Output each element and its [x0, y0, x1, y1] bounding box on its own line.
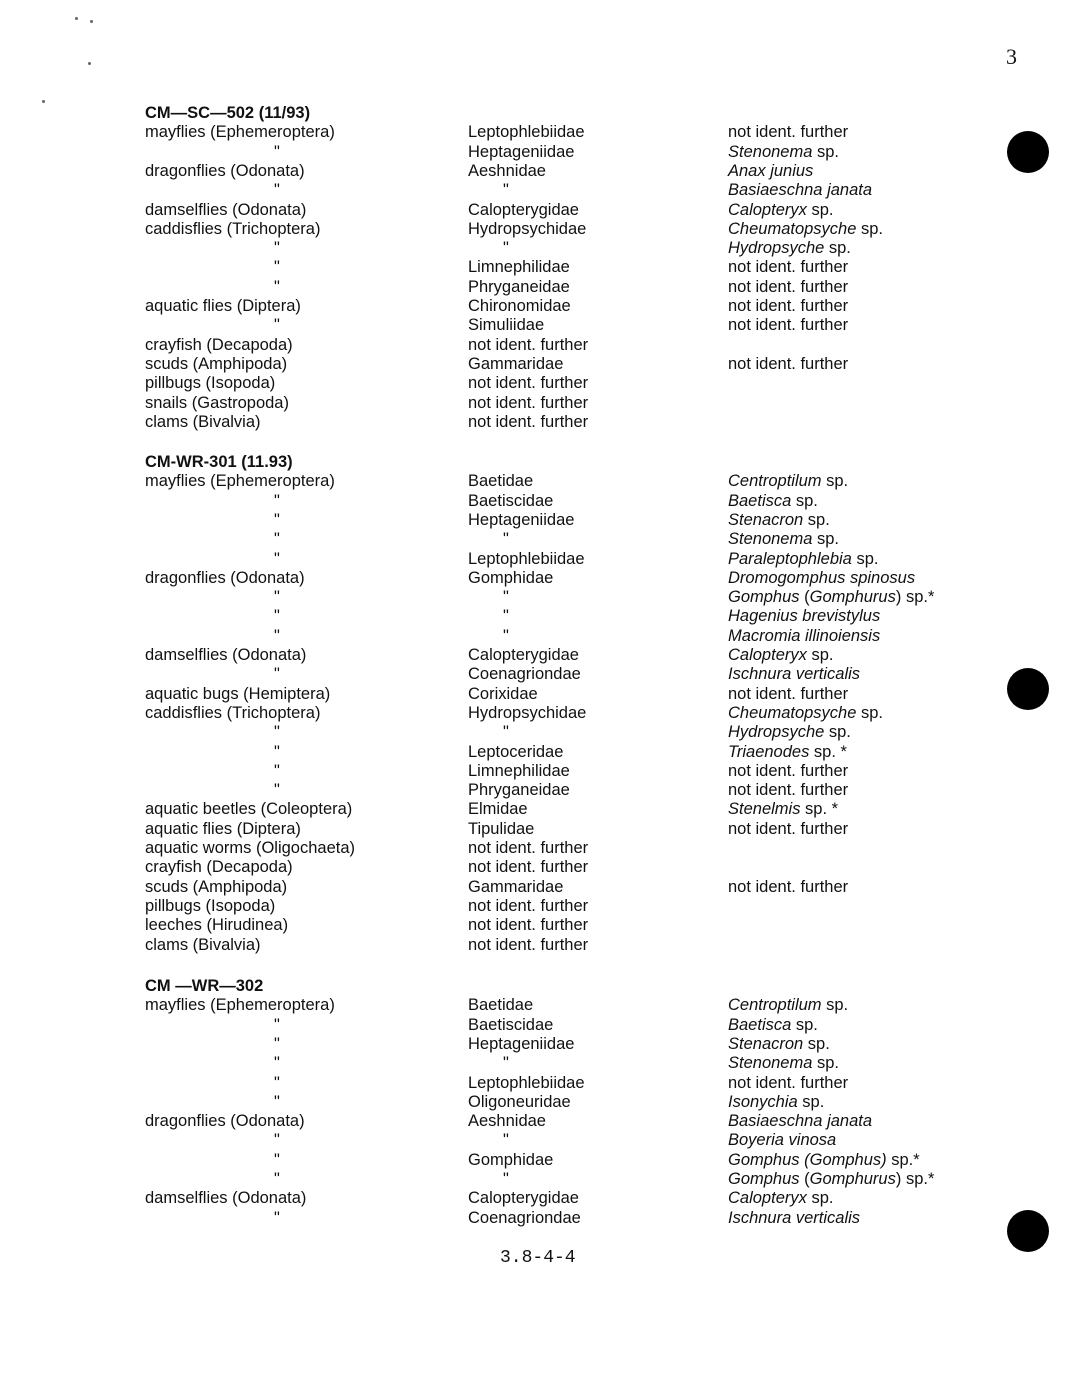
taxon-text: not ident. further: [728, 297, 849, 315]
table-row: [0, 355, 1068, 374]
species-suffix: ) sp.*: [895, 588, 935, 607]
family-cell: Heptageniidae: [468, 1034, 575, 1053]
table-row: [0, 1170, 1068, 1189]
family-cell: Aeshnidae: [468, 161, 546, 180]
family-cell: Phryganeidae: [468, 277, 570, 296]
taxon-cell: [728, 685, 848, 704]
species-suffix: sp.: [797, 1092, 825, 1111]
species-name: Dromogomphus spinosus: [728, 568, 916, 587]
taxon-cell: [728, 355, 848, 374]
table-row: [0, 878, 1068, 897]
table-row: [0, 704, 1068, 723]
family-cell: Gammaridae: [468, 877, 564, 896]
order-cell: ": [274, 510, 280, 529]
order-cell: pillbugs (Isopoda): [145, 896, 276, 915]
taxon-cell: [728, 511, 830, 530]
table-row: [0, 297, 1068, 316]
taxon-cell: [728, 530, 839, 549]
order-cell: ": [274, 1034, 280, 1053]
table-row: [0, 916, 1068, 935]
table-row: [0, 1093, 1068, 1112]
family-cell: Baetidae: [468, 472, 534, 491]
species-suffix: sp.: [812, 142, 840, 161]
species-suffix: sp.: [851, 549, 879, 568]
taxon-text: not ident. further: [728, 1073, 849, 1092]
taxon-text: not ident. further: [728, 354, 849, 373]
family-cell: Calopterygidae: [468, 646, 579, 664]
order-cell: caddisflies (Trichoptera): [145, 219, 321, 238]
taxon-cell: [728, 1209, 860, 1228]
order-cell: ": [274, 549, 280, 568]
table-row: [0, 278, 1068, 297]
taxon-text: not ident. further: [728, 316, 849, 335]
taxon-cell: [728, 1170, 934, 1189]
family-cell: Gomphidae: [468, 568, 554, 587]
taxon-text: not ident. further: [728, 819, 849, 838]
order-cell: damselflies (Odonata): [145, 1189, 307, 1208]
order-cell: pillbugs (Isopoda): [145, 374, 276, 393]
species-suffix: sp.: [806, 646, 834, 664]
family-cell: not ident. further: [468, 393, 589, 412]
family-cell: Hydropsychidae: [468, 219, 587, 238]
order-cell: ": [274, 239, 280, 258]
taxon-text: not ident. further: [728, 123, 849, 142]
family-cell: Limnephilidae: [468, 258, 570, 277]
taxon-cell: [728, 316, 848, 335]
order-cell: ": [274, 723, 280, 742]
order-cell: dragonflies (Odonata): [145, 568, 305, 587]
table-row: [0, 723, 1068, 742]
family-cell: Calopterygidae: [468, 1189, 579, 1208]
species-name: Baetisca: [728, 491, 792, 510]
table-row: [0, 1112, 1068, 1131]
table-row: [0, 762, 1068, 781]
table-row: [0, 743, 1068, 762]
family-cell: Coenagriondae: [468, 665, 581, 684]
taxon-cell: [728, 1035, 830, 1054]
family-cell: Baetiscidae: [468, 1015, 554, 1034]
family-cell: ": [503, 1054, 509, 1073]
order-cell: aquatic flies (Diptera): [145, 297, 301, 315]
family-cell: Coenagriondae: [468, 1208, 581, 1227]
family-cell: Baetiscidae: [468, 491, 554, 510]
table-row: [0, 820, 1068, 839]
section-title: CM-WR-301 (11.93): [145, 453, 293, 471]
species-suffix: sp.: [806, 200, 834, 219]
table-row: [0, 1054, 1068, 1073]
page-number: 3: [1006, 44, 1017, 69]
order-cell: scuds (Amphipoda): [145, 877, 288, 896]
family-cell: not ident. further: [468, 896, 589, 915]
taxon-cell: [728, 220, 883, 239]
species-name: Gomphurus: [809, 1170, 896, 1188]
table-row: [0, 1016, 1068, 1035]
scan-speck: [88, 62, 91, 65]
family-cell: Leptophlebiidae: [468, 1073, 585, 1092]
family-cell: Baetidae: [468, 996, 534, 1015]
species-suffix: sp.: [812, 530, 840, 549]
taxon-cell: [728, 1054, 839, 1073]
taxon-cell: [728, 492, 818, 511]
taxon-cell: [728, 588, 934, 607]
species-suffix: sp.: [821, 996, 849, 1015]
order-cell: ": [274, 665, 280, 684]
family-cell: not ident. further: [468, 839, 589, 857]
taxon-cell: [728, 1016, 818, 1035]
family-cell: Gammaridae: [468, 354, 564, 373]
table-row: [0, 201, 1068, 220]
taxon-text: not ident. further: [728, 684, 849, 703]
table-row: [0, 858, 1068, 877]
species-suffix: sp.*: [886, 1150, 920, 1169]
order-cell: ": [274, 258, 280, 277]
species-name: Stenonema: [728, 142, 813, 161]
species-name: Ischnura verticalis: [728, 665, 861, 684]
order-cell: ": [274, 142, 280, 161]
family-cell: ": [503, 239, 509, 258]
order-cell: damselflies (Odonata): [145, 200, 307, 219]
taxon-cell: [728, 665, 860, 684]
species-name: Baetisca: [728, 1015, 792, 1034]
table-row: [0, 839, 1068, 858]
species-name: Gomphus (Gomphus): [728, 1150, 887, 1169]
taxon-cell: [728, 762, 848, 781]
table-row: [0, 1131, 1068, 1150]
order-cell: ": [274, 316, 280, 335]
species-suffix: sp. *: [800, 800, 839, 819]
table-row: [0, 607, 1068, 626]
table-row: [0, 181, 1068, 200]
order-cell: ": [274, 1170, 280, 1188]
species-name: Paraleptophlebia: [728, 549, 852, 568]
taxon-cell: [728, 472, 848, 491]
taxon-cell: [728, 646, 833, 665]
family-cell: Elmidae: [468, 800, 528, 819]
family-cell: ": [503, 607, 509, 626]
order-cell: ": [274, 1015, 280, 1034]
order-cell: damselflies (Odonata): [145, 646, 307, 664]
order-cell: aquatic bugs (Hemiptera): [145, 684, 331, 703]
species-name: Anax junius: [728, 161, 814, 180]
table-row: [0, 1035, 1068, 1054]
taxon-text: not ident. further: [728, 781, 849, 800]
order-cell: ": [274, 1092, 280, 1111]
species-suffix: sp.: [824, 723, 851, 742]
species-name: Stenonema: [728, 530, 813, 549]
family-cell: Limnephilidae: [468, 761, 570, 780]
species-name: Cheumatopsyche: [728, 703, 857, 722]
table-row: [0, 800, 1068, 819]
order-cell: ": [274, 626, 280, 645]
taxon-cell: [728, 278, 848, 297]
taxon-cell: [728, 162, 813, 181]
order-cell: ": [274, 1208, 280, 1227]
order-cell: caddisflies (Trichoptera): [145, 703, 321, 722]
order-cell: ": [274, 607, 280, 626]
table-row: [0, 936, 1068, 955]
species-name: Gomphus: [728, 1170, 800, 1188]
table-row: [0, 220, 1068, 239]
family-cell: Leptophlebiidae: [468, 123, 585, 142]
table-row: [0, 781, 1068, 800]
species-name: Calopteryx: [728, 646, 807, 664]
taxon-cell: [728, 1112, 872, 1131]
taxon-cell: [728, 723, 851, 742]
table-row: [0, 685, 1068, 704]
species-name: Stenelmis: [728, 800, 801, 819]
table-row: [0, 258, 1068, 277]
family-cell: not ident. further: [468, 858, 589, 877]
family-cell: Chironomidae: [468, 297, 571, 315]
order-cell: mayflies (Ephemeroptera): [145, 123, 335, 142]
species-suffix: sp. *: [809, 742, 847, 761]
order-cell: aquatic worms (Oligochaeta): [145, 839, 356, 857]
taxon-cell: [728, 878, 848, 897]
order-cell: ": [274, 742, 280, 761]
order-cell: clams (Bivalvia): [145, 935, 261, 954]
species-name: Stenacron: [728, 510, 804, 529]
species-suffix: (: [799, 1170, 810, 1188]
species-name: Triaenodes: [728, 742, 810, 761]
table-row: [0, 239, 1068, 258]
family-cell: not ident. further: [468, 412, 589, 431]
taxon-cell: [728, 1074, 848, 1093]
taxon-cell: [728, 1093, 824, 1112]
order-cell: ": [274, 588, 280, 607]
table-row: [0, 143, 1068, 162]
species-name: Hydropsyche: [728, 723, 825, 742]
order-cell: ": [274, 1131, 280, 1150]
family-cell: Hydropsychidae: [468, 703, 587, 722]
family-cell: not ident. further: [468, 916, 589, 935]
family-cell: ": [503, 1170, 509, 1188]
family-cell: Corixidae: [468, 684, 538, 703]
species-suffix: sp.: [812, 1054, 840, 1073]
taxon-cell: [728, 123, 848, 142]
family-cell: not ident. further: [468, 935, 589, 954]
document-footer-code: 3.8-4-4: [500, 1248, 576, 1268]
section-title: CM —WR—302: [145, 977, 264, 995]
table-row: [0, 336, 1068, 355]
taxon-cell: [728, 743, 847, 762]
family-cell: Heptageniidae: [468, 142, 575, 161]
taxon-cell: [728, 569, 915, 588]
table-row: [0, 413, 1068, 432]
taxon-cell: [728, 201, 833, 220]
table-row: [0, 511, 1068, 530]
table-row: [0, 569, 1068, 588]
species-suffix: sp.: [791, 491, 818, 510]
order-cell: ": [274, 491, 280, 510]
table-row: [0, 374, 1068, 393]
order-cell: ": [274, 277, 280, 296]
species-name: Boyeria vinosa: [728, 1131, 837, 1150]
table-row: [0, 897, 1068, 916]
taxon-cell: [728, 258, 848, 277]
species-suffix: sp.: [803, 510, 830, 529]
order-cell: leeches (Hirudinea): [145, 916, 289, 935]
family-cell: Gomphidae: [468, 1150, 554, 1169]
order-cell: ": [274, 1054, 280, 1073]
table-row: [0, 1209, 1068, 1228]
family-cell: ": [503, 626, 509, 645]
taxon-cell: [728, 1151, 920, 1170]
table-row: [0, 1189, 1068, 1208]
order-cell: dragonflies (Odonata): [145, 161, 305, 180]
order-cell: aquatic beetles (Coleoptera): [145, 800, 353, 819]
taxon-cell: [728, 297, 848, 316]
taxon-text: not ident. further: [728, 761, 849, 780]
family-cell: Calopterygidae: [468, 200, 579, 219]
family-cell: Phryganeidae: [468, 781, 570, 800]
species-suffix: (: [799, 588, 810, 607]
species-name: Ischnura verticalis: [728, 1208, 861, 1227]
species-suffix: sp.: [791, 1015, 818, 1034]
order-cell: ": [274, 530, 280, 549]
species-suffix: sp.: [856, 219, 884, 238]
table-row: [0, 316, 1068, 335]
species-name: Hagenius brevistylus: [728, 607, 881, 626]
order-cell: ": [274, 761, 280, 780]
scan-speck: [90, 20, 93, 23]
species-suffix: sp.: [806, 1189, 834, 1208]
species-name: Isonychia: [728, 1092, 798, 1111]
order-cell: dragonflies (Odonata): [145, 1112, 305, 1131]
taxon-cell: [728, 1131, 836, 1150]
family-cell: Simuliidae: [468, 316, 545, 335]
order-cell: crayfish (Decapoda): [145, 335, 293, 354]
table-row: [0, 123, 1068, 142]
family-cell: not ident. further: [468, 374, 589, 393]
species-name: Basiaeschna janata: [728, 1112, 873, 1131]
species-name: Stenacron: [728, 1034, 804, 1053]
table-row: [0, 1151, 1068, 1170]
family-cell: ": [503, 723, 509, 742]
family-cell: ": [503, 530, 509, 549]
table-row: [0, 492, 1068, 511]
family-cell: Leptoceridae: [468, 742, 564, 761]
taxon-cell: [728, 820, 848, 839]
table-row: [0, 996, 1068, 1015]
taxon-cell: [728, 627, 880, 646]
table-row: [0, 1074, 1068, 1093]
taxon-cell: [728, 1189, 833, 1208]
taxon-text: not ident. further: [728, 277, 849, 296]
order-cell: scuds (Amphipoda): [145, 354, 288, 373]
species-suffix: ) sp.*: [895, 1170, 935, 1188]
species-name: Hydropsyche: [728, 239, 825, 258]
order-cell: aquatic flies (Diptera): [145, 819, 301, 838]
species-name: Gomphus: [728, 588, 800, 607]
species-name: Calopteryx: [728, 1189, 807, 1208]
order-cell: clams (Bivalvia): [145, 412, 261, 431]
scan-speck: [42, 100, 45, 103]
family-cell: not ident. further: [468, 335, 589, 354]
order-cell: ": [274, 781, 280, 800]
species-name: Stenonema: [728, 1054, 813, 1073]
taxon-cell: [728, 239, 851, 258]
species-name: Gomphurus: [809, 588, 896, 607]
table-row: [0, 646, 1068, 665]
order-cell: ": [274, 1150, 280, 1169]
scan-speck: [75, 17, 78, 20]
species-suffix: sp.: [803, 1034, 830, 1053]
taxon-cell: [728, 607, 880, 626]
taxon-cell: [728, 996, 848, 1015]
taxon-cell: [728, 550, 878, 569]
family-cell: ": [503, 588, 509, 607]
species-name: Cheumatopsyche: [728, 219, 857, 238]
species-suffix: sp.: [824, 239, 851, 258]
taxon-cell: [728, 781, 848, 800]
order-cell: mayflies (Ephemeroptera): [145, 472, 335, 491]
table-row: [0, 588, 1068, 607]
taxon-cell: [728, 181, 872, 200]
taxon-cell: [728, 704, 883, 723]
family-cell: Aeshnidae: [468, 1112, 546, 1131]
table-row: [0, 550, 1068, 569]
species-suffix: sp.: [821, 472, 849, 491]
table-row: [0, 665, 1068, 684]
table-row: [0, 627, 1068, 646]
order-cell: ": [274, 1073, 280, 1092]
table-row: [0, 472, 1068, 491]
section-title: CM—SC—502 (11/93): [145, 104, 311, 122]
taxon-text: not ident. further: [728, 877, 849, 896]
species-name: Calopteryx: [728, 200, 807, 219]
taxon-cell: [728, 143, 839, 162]
species-name: Centroptilum: [728, 472, 822, 491]
family-cell: ": [503, 181, 509, 200]
species-name: Centroptilum: [728, 996, 822, 1015]
species-name: Basiaeschna janata: [728, 181, 873, 200]
order-cell: crayfish (Decapoda): [145, 858, 293, 877]
family-cell: ": [503, 1131, 509, 1150]
family-cell: Oligoneuridae: [468, 1092, 571, 1111]
family-cell: Tipulidae: [468, 819, 535, 838]
order-cell: mayflies (Ephemeroptera): [145, 996, 335, 1015]
table-row: [0, 394, 1068, 413]
species-suffix: sp.: [856, 703, 884, 722]
taxon-text: not ident. further: [728, 258, 849, 277]
species-name: Macromia illinoiensis: [728, 626, 881, 645]
family-cell: Leptophlebiidae: [468, 549, 585, 568]
order-cell: snails (Gastropoda): [145, 393, 289, 412]
family-cell: Heptageniidae: [468, 510, 575, 529]
table-row: [0, 162, 1068, 181]
order-cell: ": [274, 181, 280, 200]
taxon-cell: [728, 800, 838, 819]
table-row: [0, 530, 1068, 549]
